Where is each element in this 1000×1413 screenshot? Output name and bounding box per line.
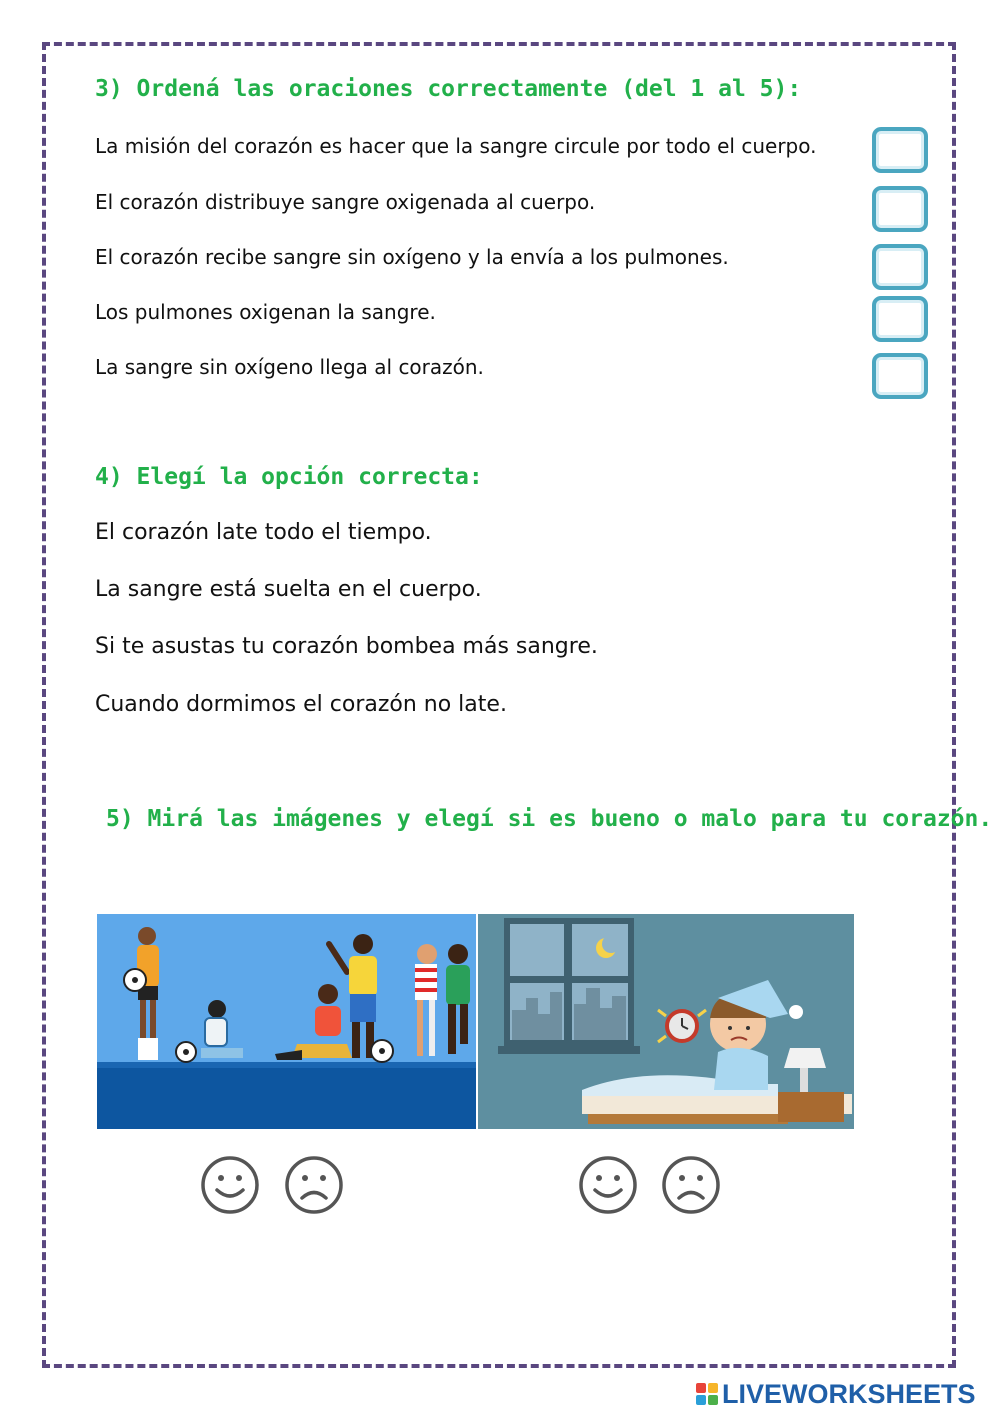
order-sentence-1: La misión del corazón es hacer que la sangre circule por todo el cuerpo. bbox=[95, 134, 817, 158]
choice-option-1[interactable]: El corazón late todo el tiempo. bbox=[95, 520, 432, 545]
order-sentence-3: El corazón recibe sangre sin oxígeno y la envía a los pulmones. bbox=[95, 245, 729, 269]
section-4-heading: 4) Elegí la opción correcta: bbox=[95, 464, 483, 490]
sad-face-icon[interactable] bbox=[284, 1155, 344, 1215]
order-sentence-2: El corazón distribuye sangre oxigenada al cuerpo. bbox=[95, 190, 596, 214]
order-answer-box-2[interactable] bbox=[872, 186, 928, 232]
boy-sleeping-alarm-image bbox=[478, 914, 854, 1129]
happy-face-icon[interactable] bbox=[578, 1155, 638, 1215]
section-5-heading: 5) Mirá las imágenes y elegí si es bueno o malo para tu corazón. bbox=[106, 806, 993, 832]
choice-option-2[interactable]: La sangre está suelta en el cuerpo. bbox=[95, 577, 482, 602]
order-answer-box-5[interactable] bbox=[872, 353, 928, 399]
kids-playing-sports-image bbox=[97, 914, 476, 1129]
order-answer-box-1[interactable] bbox=[872, 127, 928, 173]
liveworksheets-brand bbox=[696, 1379, 976, 1409]
happy-face-icon[interactable] bbox=[200, 1155, 260, 1215]
liveworksheets-logo-icon bbox=[696, 1383, 718, 1405]
choice-option-4[interactable]: Cuando dormimos el corazón no late. bbox=[95, 692, 507, 717]
order-answer-box-3[interactable] bbox=[872, 244, 928, 290]
choice-option-3[interactable]: Si te asustas tu corazón bombea más sangre. bbox=[95, 634, 598, 659]
order-sentence-5: La sangre sin oxígeno llega al corazón. bbox=[95, 355, 484, 379]
brand-name: LIVEWORKSHEETS bbox=[722, 1378, 976, 1409]
order-sentence-4: Los pulmones oxigenan la sangre. bbox=[95, 300, 436, 324]
section-3-heading: 3) Ordená las oraciones correctamente (del 1 al 5): bbox=[95, 76, 802, 102]
order-answer-box-4[interactable] bbox=[872, 296, 928, 342]
sad-face-icon[interactable] bbox=[661, 1155, 721, 1215]
